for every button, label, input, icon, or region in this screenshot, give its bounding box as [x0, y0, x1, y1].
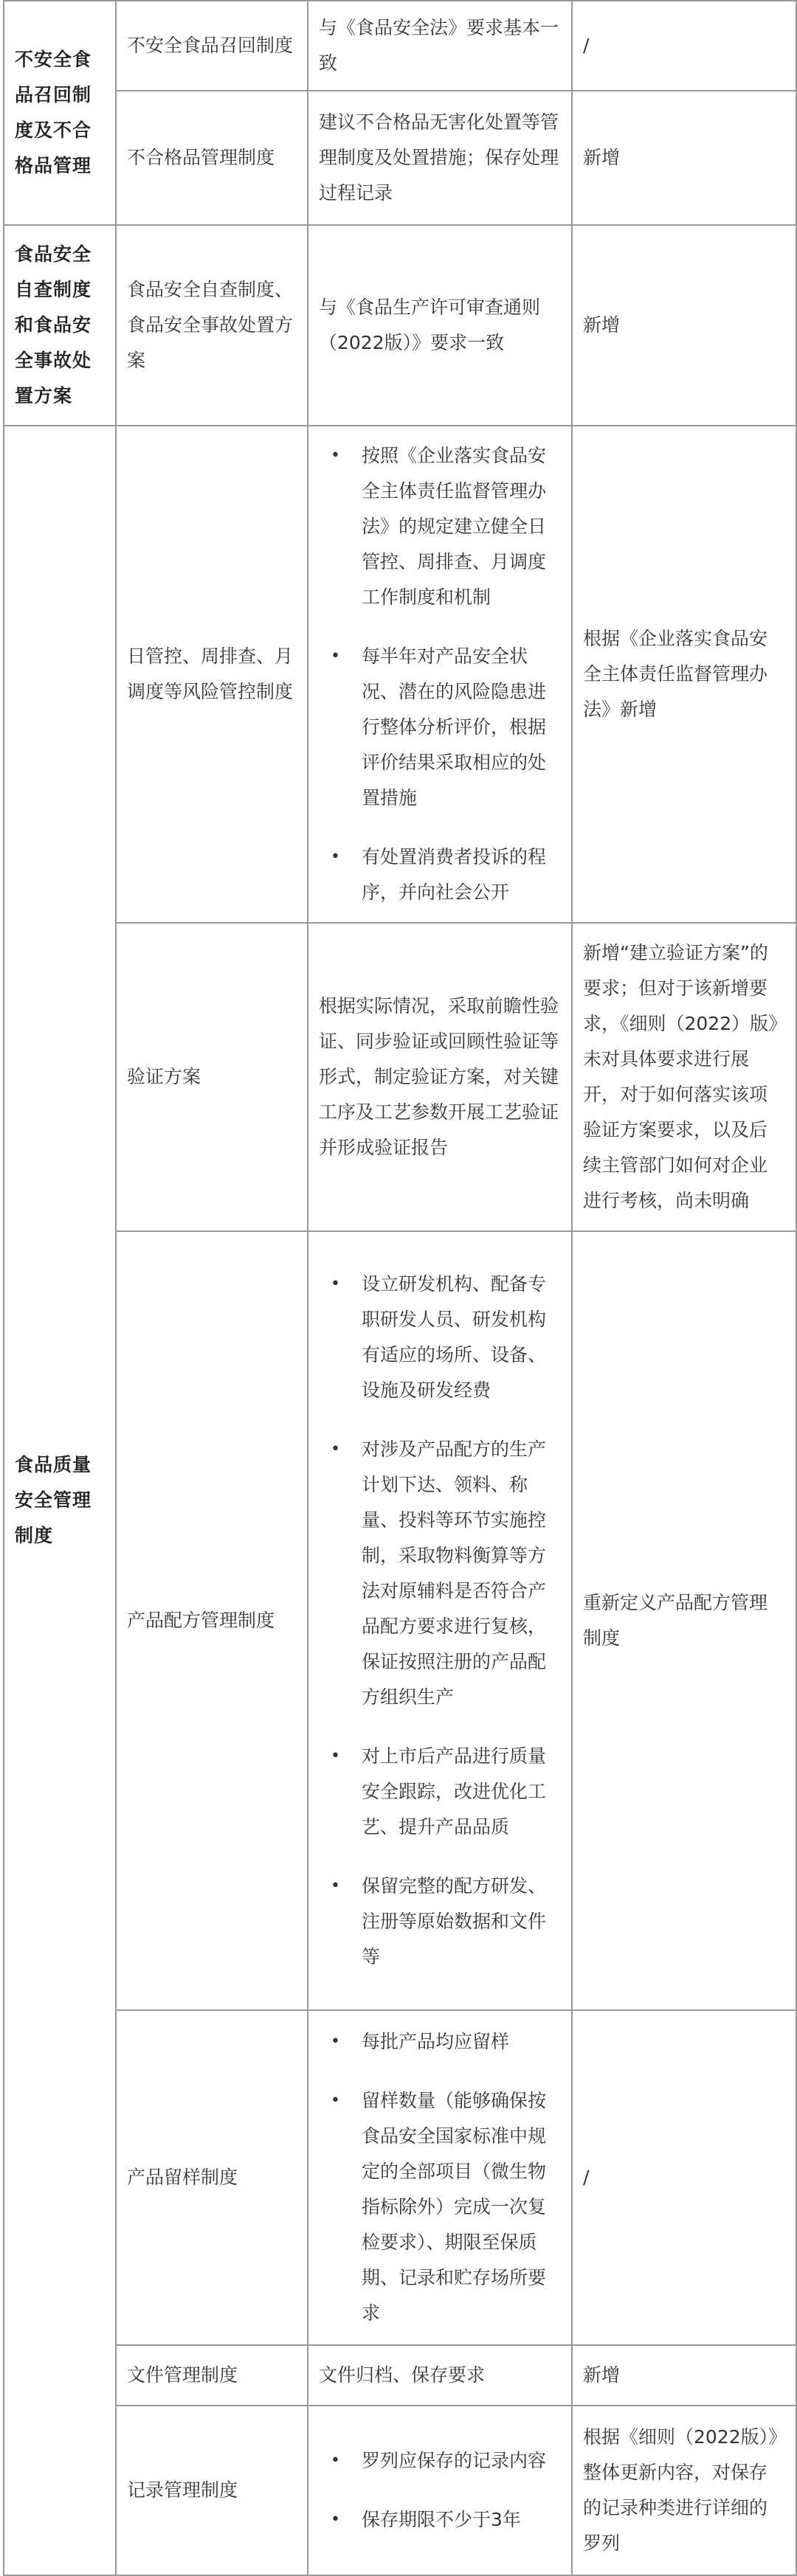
requirement-list [319, 2024, 561, 2331]
table-row [4, 426, 796, 923]
list-item: • 按照《企业落实食品安全主体责任监督管理办法》的规定建立健全日管控、周排查、月调度工作制度和机制 [319, 438, 561, 615]
requirement-list [319, 2443, 561, 2538]
table-row [4, 2010, 796, 2345]
table-row [4, 923, 796, 1231]
note-cell: 新增 [572, 91, 796, 225]
system-name-cell: 不合格品管理制度 [116, 91, 308, 225]
note-cell: 重新定义产品配方管理制度 [572, 1231, 796, 2010]
note-cell: 根据《企业落实食品安全主体责任监督管理办法》新增 [572, 426, 796, 923]
system-name-cell: 文件管理制度 [116, 2345, 308, 2406]
requirement-cell: 建议不合格品无害化处置等管理制度及处置措施；保存处理过程记录 [308, 91, 572, 225]
requirement-list [319, 1267, 561, 1975]
list-item: • 每半年对产品安全状况、潜在的风险隐患进行整体分析评价，根据评价结果采取相应的处置措施 [319, 639, 561, 816]
system-name-cell: 产品留样制度 [116, 2010, 308, 2345]
list-item: • 保留完整的配方研发、注册等原始数据和文件等 [319, 1869, 561, 1975]
list-item: • 每批产品均应留样 [319, 2024, 561, 2060]
requirement-cell [308, 1231, 572, 2010]
category-cell: 食品安全自查制度和食品安全事故处置方案 [4, 225, 116, 426]
list-item: • 有处置消费者投诉的程序，并向社会公开 [319, 839, 561, 910]
list-item: • 设立研发机构、配备专职研发人员、研发机构有适应的场所、设备、设施及研发经费 [319, 1267, 561, 1408]
table-row [4, 1231, 796, 2010]
note-cell: / [572, 1, 796, 91]
requirement-list [319, 438, 561, 910]
list-item: • 对上市后产品进行质量安全跟踪，改进优化工艺、提升产品品质 [319, 1739, 561, 1845]
system-name-cell: 食品安全自查制度、食品安全事故处置方案 [116, 225, 308, 426]
table-row [4, 1, 796, 91]
list-item: • 罗列应保存的记录内容 [319, 2443, 561, 2479]
table-row [4, 2406, 796, 2575]
system-name-cell: 不安全食品召回制度 [116, 1, 308, 91]
list-item: • 留样数量（能够确保按食品安全国家标准中规定的全部项目（微生物指标除外）完成一次复检要求）、期限至保质期、记录和贮存场所要求 [319, 2083, 561, 2331]
requirement-cell [308, 2010, 572, 2345]
note-cell: 新增 [572, 225, 796, 426]
table-row [4, 225, 796, 426]
requirement-cell: 与《食品安全法》要求基本一致 [308, 1, 572, 91]
system-name-cell: 记录管理制度 [116, 2406, 308, 2575]
list-item: • 保存期限不少于3年 [319, 2502, 561, 2538]
requirement-cell [308, 426, 572, 923]
system-name-cell: 产品配方管理制度 [116, 1231, 308, 2010]
list-item: • 对涉及产品配方的生产计划下达、领料、称量、投料等环节实施控制，采取物料衡算等方法对原辅料是否符合产品配方要求进行复核，保证按照注册的产品配方组织生产 [319, 1432, 561, 1715]
requirement-cell: 文件归档、保存要求 [308, 2345, 572, 2406]
note-cell: 新增“建立验证方案”的要求；但对于该新增要求，《细则（2022）版》未对具体要求进行展开，对于如何落实该项验证方案要求，以及后续主管部门如何对企业进行考核，尚未明确 [572, 923, 796, 1231]
regulation-comparison-table [3, 0, 797, 2576]
requirement-cell: 根据实际情况，采取前瞻性验证、同步验证或回顾性验证等形式，制定验证方案，对关键工序及工艺参数开展工艺验证并形成验证报告 [308, 923, 572, 1231]
note-cell: 根据《细则（2022版）》整体更新内容，对保存的记录种类进行详细的罗列 [572, 2406, 796, 2575]
system-name-cell: 验证方案 [116, 923, 308, 1231]
table-row [4, 2345, 796, 2406]
system-name-cell: 日管控、周排查、月调度等风险管控制度 [116, 426, 308, 923]
note-cell: / [572, 2010, 796, 2345]
category-cell: 不安全食品召回制度及不合格品管理 [4, 1, 116, 225]
requirement-cell [308, 2406, 572, 2575]
note-cell: 新增 [572, 2345, 796, 2406]
table-row [4, 91, 796, 225]
requirement-cell: 与《食品生产许可审查通则（2022版）》要求一致 [308, 225, 572, 426]
category-cell: 食品质量安全管理制度 [4, 426, 116, 2575]
